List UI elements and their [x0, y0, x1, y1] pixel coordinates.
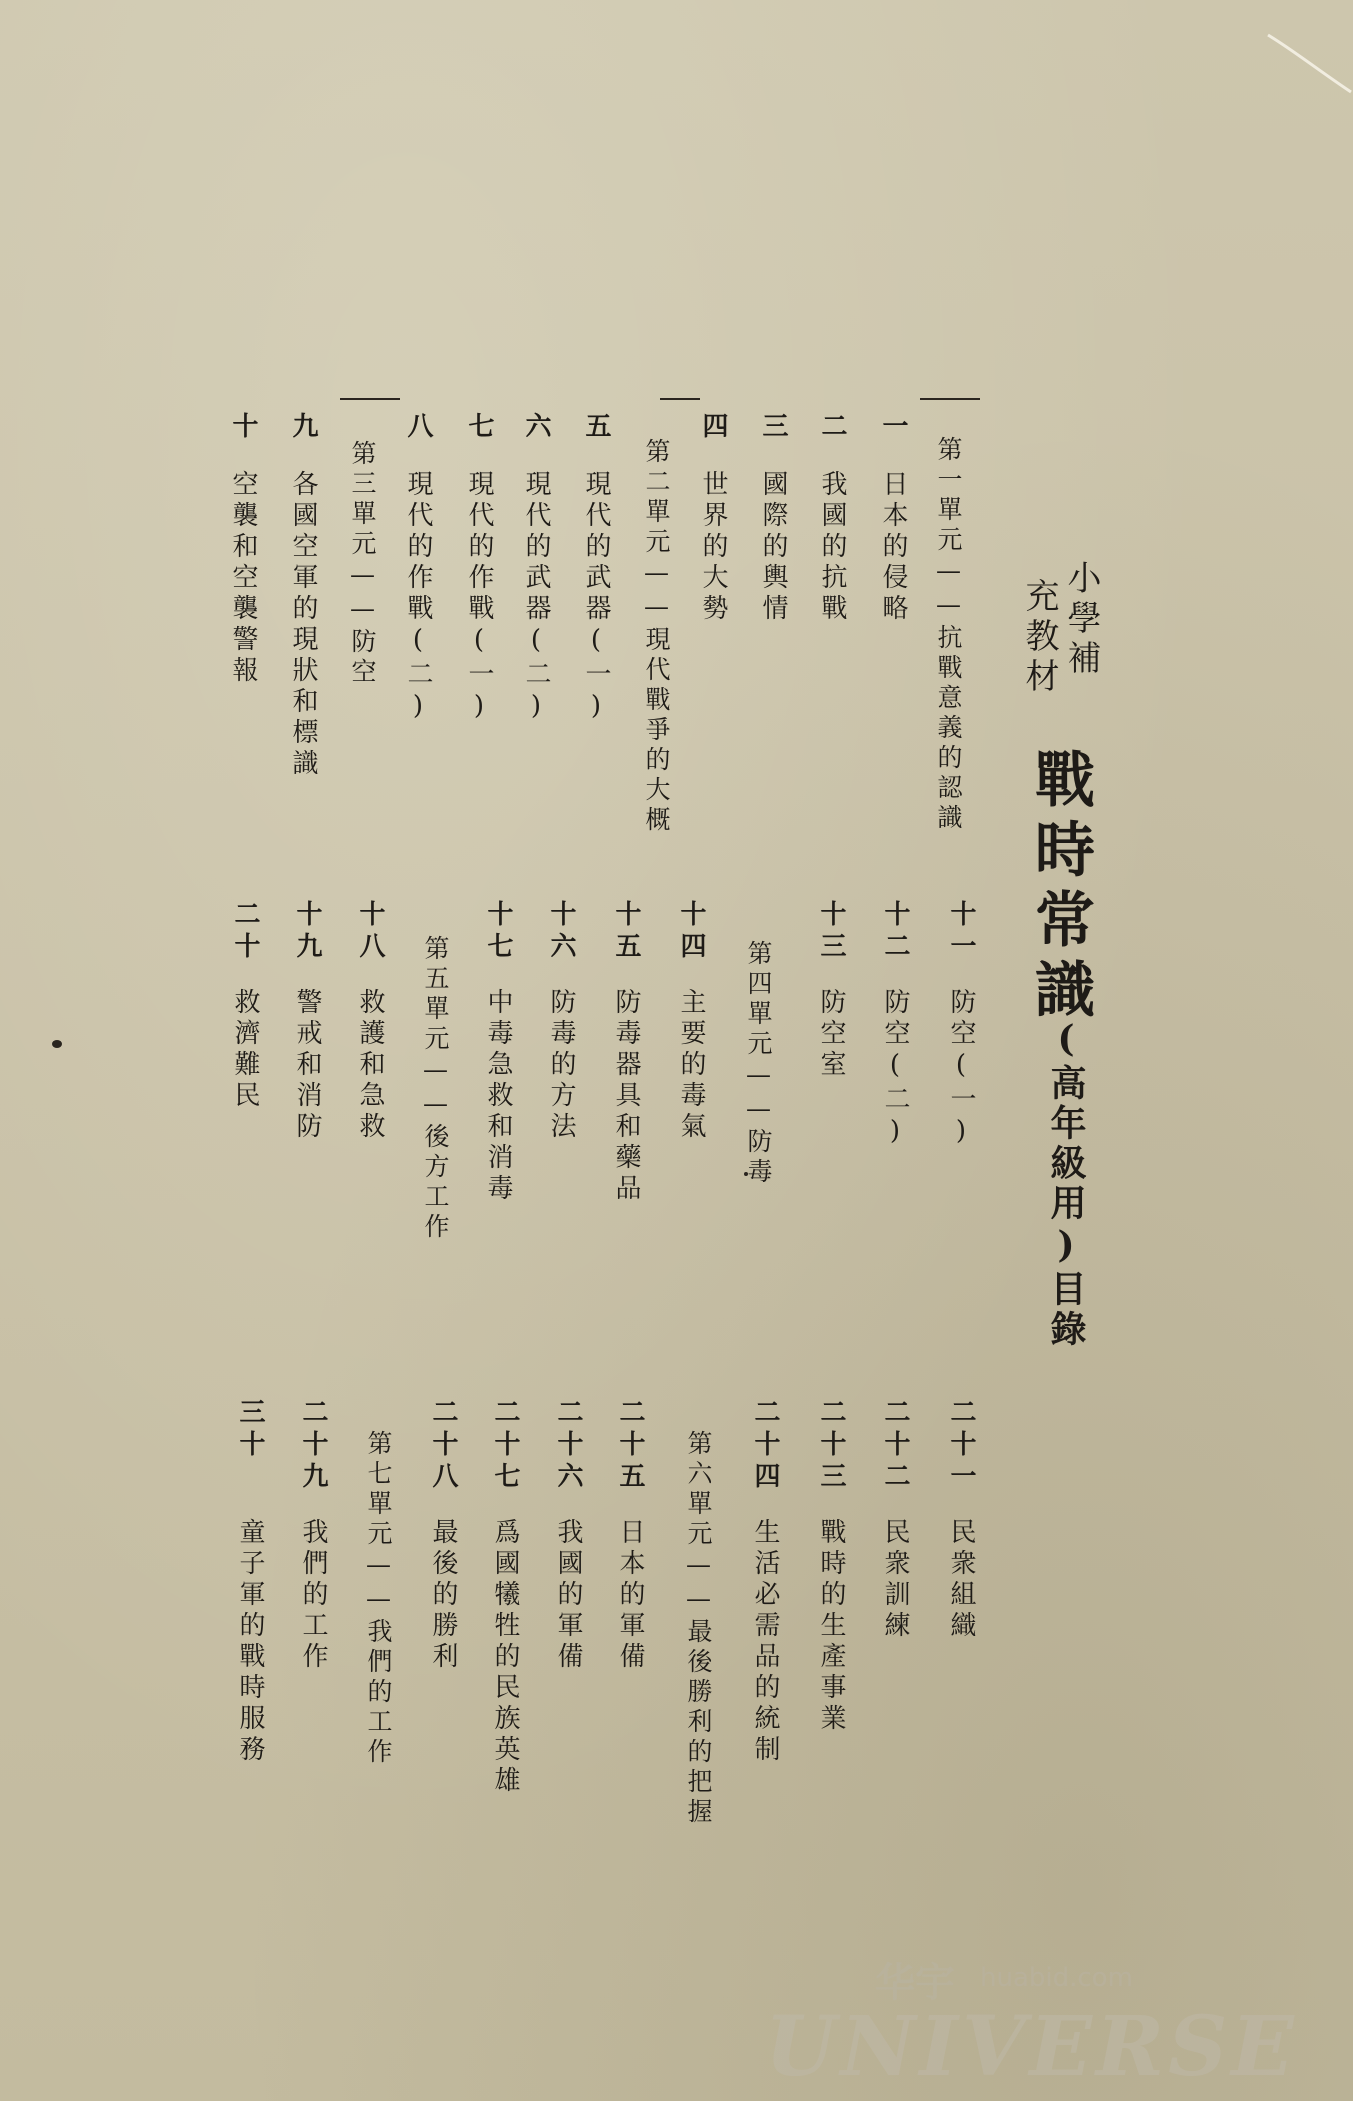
- lesson-number: 十一: [946, 900, 976, 964]
- watermark-logo: UNIVERSE: [765, 1999, 1298, 2095]
- divider-rule: [920, 398, 980, 400]
- unit-heading: 第二單元——現代戰爭的大概: [642, 438, 671, 836]
- lesson-title: 現代的作戰(一): [464, 470, 494, 726]
- lesson-number: 二十一: [946, 1398, 976, 1494]
- watermark: [765, 1951, 1325, 2095]
- unit-heading: 第五單元——後方工作: [421, 935, 450, 1243]
- lesson-number: 二十三: [816, 1398, 846, 1494]
- unit-heading: 第四單元——防毒: [744, 940, 773, 1188]
- divider-rule: [660, 398, 700, 400]
- lesson-number: 二十: [230, 900, 260, 964]
- lesson-number: 二十六: [553, 1398, 583, 1494]
- lesson-number: 十六: [546, 900, 576, 964]
- lesson-number: 三: [758, 412, 788, 444]
- watermark-url: huabid.com: [980, 1963, 1133, 1993]
- lesson-title: 現代的作戰(二): [403, 470, 433, 726]
- lesson-number: 二十八: [428, 1398, 458, 1494]
- lesson-number: 四: [698, 412, 728, 444]
- lesson-title: 世界的大勢: [698, 470, 728, 625]
- lesson-number: 三十: [235, 1398, 265, 1462]
- lesson-title: 最後的勝利: [428, 1518, 458, 1673]
- series-line-1: 小學補: [1061, 560, 1101, 680]
- lesson-title: 主要的毒氣: [676, 988, 706, 1143]
- unit-heading: 第一單元——抗戰意義的認識: [934, 436, 963, 834]
- lesson-title: 救濟難民: [230, 988, 260, 1112]
- divider-rule: [340, 398, 400, 400]
- lesson-title: 各國空軍的現狀和標識: [288, 470, 318, 780]
- lesson-number: 五: [581, 412, 611, 444]
- lesson-title: 日本的軍備: [615, 1518, 645, 1673]
- lesson-number: 十八: [355, 900, 385, 964]
- lesson-number: 二十四: [750, 1398, 780, 1494]
- unit-heading: 第三單元——防空: [348, 440, 377, 688]
- lesson-title: 警戒和消防: [292, 988, 322, 1143]
- lesson-title: 現代的武器(一): [581, 470, 611, 726]
- lesson-title: 防毒的方法: [546, 988, 576, 1143]
- lesson-number: 十二: [880, 900, 910, 964]
- lesson-title: 救護和急救: [355, 988, 385, 1143]
- series-line-2: 充教材: [1019, 578, 1059, 698]
- lesson-title: 防毒器具和藥品: [611, 988, 641, 1205]
- lesson-title: 爲國犧牲的民族英雄: [490, 1518, 520, 1797]
- lesson-number: 八: [403, 412, 433, 444]
- unit-heading: 第六單元——最後勝利的把握: [684, 1430, 713, 1828]
- lesson-number: 七: [464, 412, 494, 444]
- lesson-number: 十七: [483, 900, 513, 964]
- lesson-number: 九: [288, 412, 318, 444]
- lesson-title: 防空(一): [946, 988, 976, 1151]
- lesson-title: 防空室: [816, 988, 846, 1081]
- unit-heading: 第七單元——我們的工作: [364, 1430, 393, 1768]
- lesson-number: 六: [521, 412, 551, 444]
- lesson-title: 我國的抗戰: [817, 470, 847, 625]
- main-title: 戰時常識: [1025, 748, 1095, 1028]
- watermark-cn: 华宇: [875, 1960, 955, 2006]
- lesson-number: 二十二: [880, 1398, 910, 1494]
- lesson-title: 戰時的生產事業: [816, 1518, 846, 1735]
- lesson-number: 十五: [611, 900, 641, 964]
- lesson-number: 十三: [816, 900, 846, 964]
- lesson-number: 二十五: [615, 1398, 645, 1494]
- lesson-title: 日本的侵略: [878, 470, 908, 625]
- lesson-number: 二十七: [490, 1398, 520, 1494]
- lesson-title: 現代的武器(二): [521, 470, 551, 726]
- lesson-title: 民衆組織: [946, 1518, 976, 1642]
- lesson-number: 二十九: [298, 1398, 328, 1494]
- lesson-number: 十: [228, 412, 258, 444]
- ink-spot: [52, 1040, 62, 1048]
- lesson-title: 生活必需品的統制: [750, 1518, 780, 1766]
- lesson-title: 國際的輿情: [758, 470, 788, 625]
- lesson-title: 童子軍的戰時服務: [235, 1518, 265, 1766]
- lesson-title: 中毒急救和消毒: [483, 988, 513, 1205]
- lesson-number: 二: [817, 412, 847, 444]
- lesson-number: 十四: [676, 900, 706, 964]
- page-curl: [1263, 30, 1353, 100]
- edition-and-contents: (高年級用)目錄: [1045, 1018, 1087, 1350]
- lesson-title: 我國的軍備: [553, 1518, 583, 1673]
- lesson-title: 民衆訓練: [880, 1518, 910, 1642]
- lesson-title: 我們的工作: [298, 1518, 328, 1673]
- lesson-title: 防空(二): [880, 988, 910, 1151]
- lesson-number: 一: [878, 412, 908, 444]
- lesson-number: 十九: [292, 900, 322, 964]
- lesson-title: 空襲和空襲警報: [228, 470, 258, 687]
